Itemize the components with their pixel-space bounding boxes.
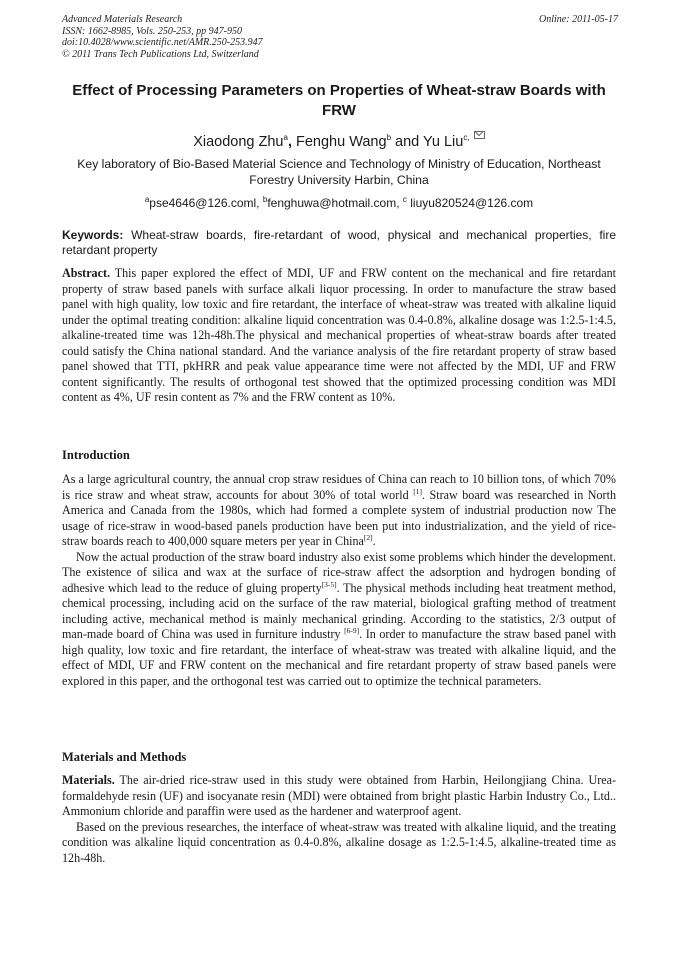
paragraph-text: Now the actual production of the straw board industry also exist some problems which hinder the development. The existence of silica and wax at the surface of rice-straw affect the adsorption and hydrogen bonding of adhesive which lead to the reduce of gluing property — [62, 549, 616, 595]
author-separator: , — [287, 133, 296, 150]
paragraph — [62, 773, 616, 820]
author-name: Yu Liu — [423, 133, 464, 150]
paragraph-text: The air-dried rice-straw used in this study were obtained from Harbin, Heilongjiang China. Urea-formaldehyde resin (UF) and isocyanate resin (MDI) were obtained from bright plastic Harbin Industry Co., Ltd.. Ammonium chloride and paraffin were used as the hardener and waterproof agent. — [62, 773, 616, 818]
author-separator: and — [391, 133, 424, 150]
affiliation: Key laboratory of Bio-Based Material Science and Technology of Ministry of Education, Northeast Forestry University Harbin, China — [77, 157, 601, 187]
citation: [2] — [363, 532, 373, 542]
online-date: Online: 2011-05-17 — [539, 14, 618, 25]
paragraph-text: . Straw board was researched in North America and Canada from the 1980s, which had formed a complete system of industrial production now The usage of rice-straw in wood-based panels production have been put into industrialization, and the yield of rice-straw boards reach to 400,000 square meters per year in China — [62, 487, 616, 548]
email-list — [62, 192, 616, 211]
author-name: Fenghu Wang — [296, 133, 387, 150]
paragraph-text: . In order to manufacture the straw based panel with high quality, low toxic and fire retardant, the interface of wheat-straw was treated with alkaline liquid, and the effect of MDI, UF and FRW content on the mechanical and fire retardant property of straw based panels were explored in this paper, and the orthogonal test was carried out to optimize the technical parameters. — [62, 627, 616, 688]
introduction-body — [62, 472, 616, 689]
journal-header — [62, 14, 618, 60]
citation: [3-5] — [321, 579, 337, 589]
keywords-text: Wheat-straw boards, fire-retardant of wood, physical and mechanical properties, fire retardant property — [62, 228, 616, 257]
email-superscript: a — [144, 195, 150, 204]
email-address: liuyu820524@126.com — [406, 196, 534, 210]
author-list — [62, 129, 616, 151]
citation: [1] — [413, 486, 422, 496]
author-name: Xiaodong Zhu — [193, 133, 284, 150]
doi-line: doi:10.4028/www.scientific.net/AMR.250-253.947 — [62, 37, 263, 48]
email-address: pse4646@126.coml, — [149, 196, 263, 210]
keywords — [62, 228, 616, 257]
email-superscript: b — [262, 195, 268, 204]
subsection-label: Materials. — [62, 773, 115, 787]
copyright-line: © 2011 Trans Tech Publications Ltd, Switzerland — [62, 48, 259, 60]
paper-title: Effect of Processing Parameters on Properties of Wheat-straw Boards with FRW — [72, 82, 606, 119]
author-superscript: b — [386, 133, 392, 142]
paragraph-text: . — [372, 534, 376, 548]
journal-name: Advanced Materials Research — [62, 14, 183, 25]
email-address: fenghuwa@hotmail.com, — [267, 196, 403, 210]
author-superscript: a — [283, 133, 288, 142]
issn-line: ISSN: 1662-8985, Vols. 250-253, pp 947-950 — [62, 25, 242, 37]
section-heading-introduction: Introduction — [62, 448, 130, 462]
paragraph — [62, 472, 616, 550]
abstract-label: Abstract. — [62, 266, 111, 280]
paragraph-text: As a large agricultural country, the annual crop straw residues of China can reach to 10 billion tons, of which 70% is rice straw and wheat straw, accounts for about 30% of total world — [62, 472, 616, 502]
citation: [6-9] — [344, 625, 360, 635]
paragraph-text: . The physical methods including heat treatment method, chemical processing, including acid on the surface of the raw material, biological grafting method of treatment including active, mechanical method is mainly mechanical grinding. According to the statistics, 2/3 output of man-made board of China was used in furniture industry — [62, 580, 616, 641]
paragraph — [62, 550, 616, 690]
section-heading-materials-methods: Materials and Methods — [62, 750, 187, 764]
keywords-label: Keywords: — [62, 228, 124, 242]
email-superscript: c — [402, 195, 407, 204]
abstract — [62, 266, 616, 406]
author-superscript: c, — [463, 133, 472, 142]
paragraph: Based on the previous researches, the interface of wheat-straw was treated with alkaline liquid, and the treating condition was alkaline liquid concentration as 0.4-0.8%, alkaline dosage as 1:2.5-1:4.5, alkaline-treated time as 12h-48h. — [62, 819, 616, 865]
abstract-text: This paper explored the effect of MDI, UF and FRW content on the mechanical and fire retardant property of straw based panels with surface alkali liquor processing. In order to manufacture the straw based panel with high quality, low toxic and fire retardant, the interface of wheat-straw was treated with alkaline liquid under the optimal treating condition: alkaline liquid concentration was 0.4-0.8%, alkaline dosage was 1:2.5-1:4.5, alkaline-treated time was 12h-48h.The physical and mechanical properties of wheat-straw boards after treated could satisfy the China national standard. And the variance analysis of the fire retardant property of straw based panel showed that TTI, pkHRR and peak value appearance time were not affected by the MDI, UF and FRW content significantly. The results of orthogonal test showed that the optimized processing condition was MDI content as 4%, UF resin content as 7% and the FRW content as 10%. — [62, 266, 616, 404]
methods-body — [62, 773, 616, 866]
envelope-icon — [474, 131, 485, 139]
